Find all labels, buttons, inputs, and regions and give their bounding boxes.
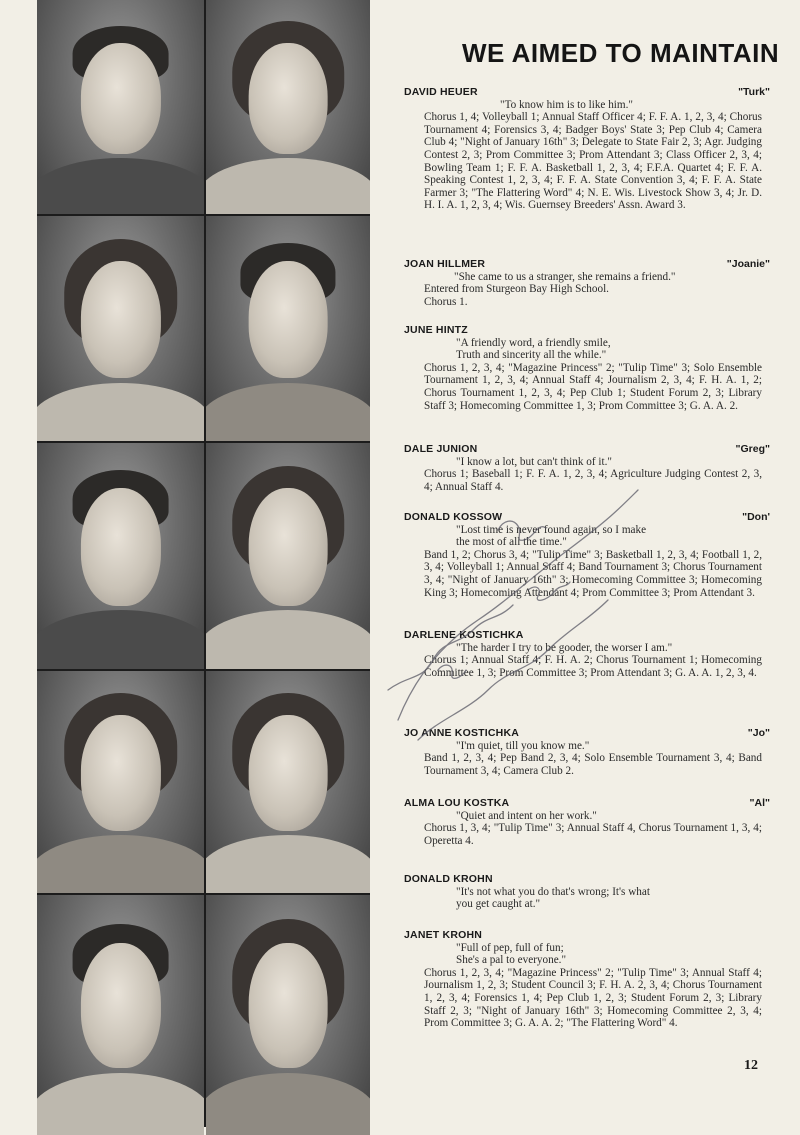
student-activities: Chorus 1; Annual Staff 4; F. H. A. 2; Chorus Tournament 1; Homecoming Committee 1, 3; Prom Committee 3; Prom Attendant 3; G. A. A. 1, 2, 3, 4.: [424, 654, 762, 679]
student-activities: Chorus 1; Baseball 1; F. F. A. 1, 2, 3, 4; Agriculture Judging Contest 2, 3, 4; Annual Staff 4.: [424, 468, 762, 493]
entry-darlene-kostichka: [404, 629, 770, 679]
portrait-dale-junion: [206, 216, 370, 441]
student-quote: "Full of pep, full of fun; She's a pal to everyone.": [456, 941, 567, 967]
student-name: JOAN HILLMER: [404, 258, 486, 270]
entry-alma-lou-kostka: [404, 797, 770, 847]
student-quote: "It's not what you do that's wrong; It's what you get caught at.": [456, 885, 650, 911]
page-title: WE AIMED TO MAINTAIN: [462, 38, 780, 68]
student-quote: "She came to us a stranger, she remains a friend.": [454, 270, 676, 283]
student-nickname: "Jo": [747, 727, 770, 739]
student-quote: "I'm quiet, till you know me.": [456, 739, 590, 752]
portrait-grid: [37, 0, 370, 1127]
portrait-june-hintz: [37, 216, 204, 441]
student-name: JANET KROHN: [404, 929, 483, 941]
entry-janet-krohn: [404, 929, 770, 1030]
student-name: DAVID HEUER: [404, 86, 478, 98]
student-quote: "The harder I try to be gooder, the worser I am.": [456, 641, 673, 654]
student-quote: "Lost time is never found again, so I make the most of all the time.": [456, 523, 647, 549]
student-quote: "A friendly word, a friendly smile, Truth and sincerity all the while.": [456, 336, 611, 362]
student-quote: "Quiet and intent on her work.": [456, 809, 597, 822]
student-nickname: "Joanie": [726, 258, 770, 270]
student-activities: Band 1, 2; Chorus 3, 4; "Tulip Time" 3; Basketball 1, 2, 3, 4; Football 1, 2, 3, 4; Volleyball 1; Annual Staff 4; Band Tournament 3; Chorus Tournament 3, 4; "Night of January 16th" 3; Homecoming Committee 3; Homecoming King 3; Homecoming Attendant 4; Prom Committee 3; Prom Attendant 3.: [424, 548, 762, 599]
entry-jo-anne-kostichka: [404, 727, 770, 777]
entry-dale-junion: [404, 443, 770, 493]
student-name: DARLENE KOSTICHKA: [404, 629, 524, 641]
student-name: JUNE HINTZ: [404, 324, 468, 336]
entry-june-hintz: [404, 324, 770, 412]
student-nickname: "Turk": [738, 86, 770, 98]
portrait-david-heuer: [37, 0, 204, 214]
page-number: 12: [744, 1058, 758, 1073]
student-name: JO ANNE KOSTICHKA: [404, 727, 520, 739]
portrait-jo-anne-kostichka: [37, 671, 204, 893]
portrait-joan-hillmer: [206, 0, 370, 214]
portrait-donald-kossow: [37, 443, 204, 669]
student-quote: "I know a lot, but can't think of it.": [456, 455, 612, 468]
student-activities: Entered from Sturgeon Bay High School. Chorus 1.: [424, 283, 609, 308]
student-name: DONALD KOSSOW: [404, 511, 503, 523]
portrait-janet-krohn: [206, 895, 370, 1135]
portrait-donald-krohn: [37, 895, 204, 1135]
student-name: ALMA LOU KOSTKA: [404, 797, 510, 809]
entry-donald-krohn: [404, 873, 770, 911]
entry-joan-hillmer: [404, 258, 770, 308]
student-activities: Chorus 1, 4; Volleyball 1; Annual Staff Officer 4; F. F. A. 1, 2, 3, 4; Chorus Tournament 4; Forensics 3, 4; Badger Boys' State 3; Pep Club 4; Camera Club 4; "Night of January 16th" 3; Delegate to State Fair 2, 3; Agr. Judging Contest 2, 3; Prom Committee 3; Prom Attendant 3; Class Officer 2, 3, 4; Bowling Team 1; F. F. A. Basketball 1, 2, 3, 4; F.F.A. Quartet 4; F. F. A. Speaking Contest 1, 2, 3, 4; F. F. A. State Convention 3, 4; F. F. A. State Farmer 3; "The Flattering Word" 4; N. E. Wis. Livestock Show 3, 4; Jr. D. H. I. A. 1, 2, 3, 4; Wis. Guernsey Breeders' Assn. Award 3.: [424, 111, 762, 212]
portrait-darlene-kostichka: [206, 443, 370, 669]
student-nickname: "Al": [749, 797, 770, 809]
student-activities: Chorus 1, 3, 4; "Tulip Time" 3; Annual Staff 4, Chorus Tournament 1, 3, 4; Operetta 4.: [424, 822, 762, 847]
portrait-alma-lou-kostka: [206, 671, 370, 893]
student-quote: "To know him is to like him.": [500, 98, 633, 111]
student-activities: Band 1, 2, 3, 4; Pep Band 2, 3, 4; Solo Ensemble Tournament 3, 4; Band Tournament 3, 4; Camera Club 2.: [424, 752, 762, 777]
student-activities: Chorus 1, 2, 3, 4; "Magazine Princess" 2; "Tulip Time" 3; Solo Ensemble Tournament 1, 2, 3, 4; Annual Staff 4; Journalism 2, 3, 4; F. H. A. 1, 2; Chorus Tournament 1, 2, 3, 4; Pep Club 1; Student Forum 2, 3; Library Staff 3; Homecoming Committee 1, 3; Prom Committee 3; G. A. A. 2.: [424, 361, 762, 412]
student-nickname: "Greg": [735, 443, 770, 455]
student-name: DONALD KROHN: [404, 873, 493, 885]
entry-david-heuer: [404, 86, 770, 212]
student-nickname: "Don': [742, 511, 770, 523]
student-activities: Chorus 1, 2, 3, 4; "Magazine Princess" 2; "Tulip Time" 3; Annual Staff 4; Journalism 1, 2, 3; Student Council 3; F. H. A. 2, 3, 4; Chorus Tournament 1, 2, 3, 4; Forensics 1, 4; Pep Club 1, 2, 3; Student Forum 2, 3; Library Staff 2, 3; "Night of January 16th" 3; Homecoming Committee 2, 3, 4; Prom Committee 3; G. A. A. 2; "The Flattering Word" 4.: [424, 966, 762, 1030]
student-name: DALE JUNION: [404, 443, 478, 455]
entry-donald-kossow: [404, 511, 770, 599]
